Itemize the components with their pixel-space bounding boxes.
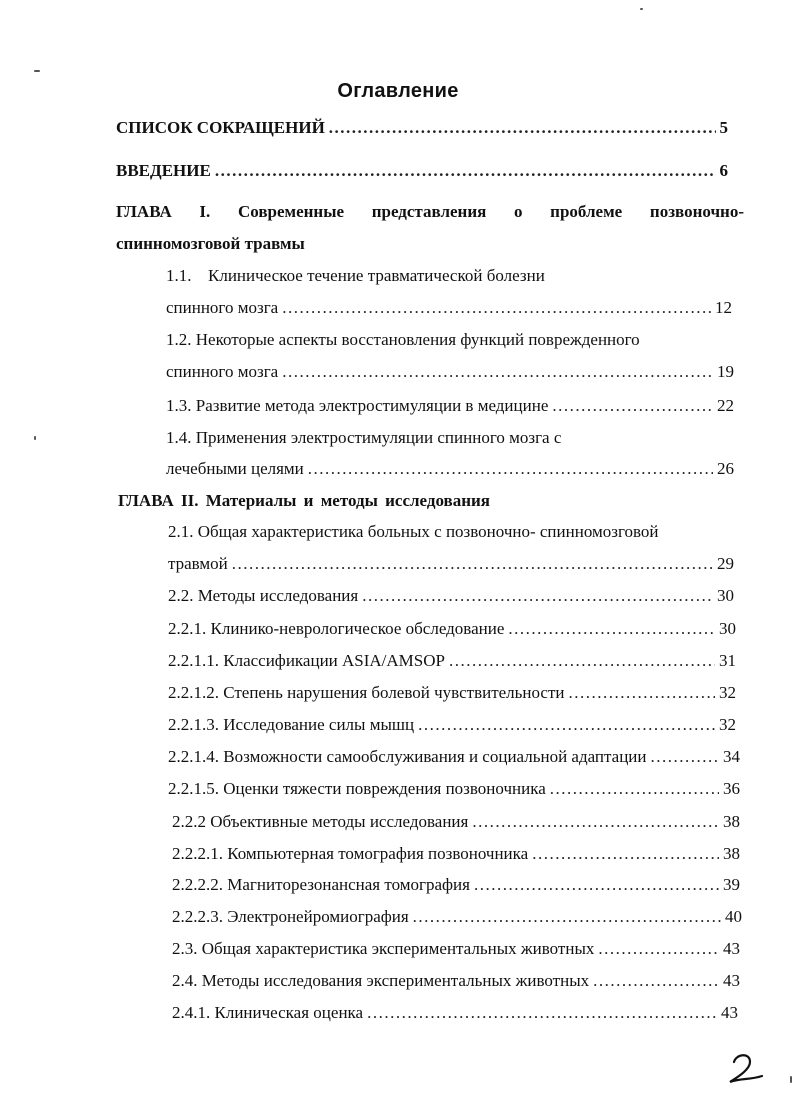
toc-label: 2.2.2.1. Компьютерная томография позвоночника: [172, 844, 529, 863]
toc-label: 2.2.2 Объективные методы исследования: [172, 812, 469, 831]
toc-chapter-2[interactable]: ГЛАВА II. Материалы и методы исследования: [118, 491, 490, 510]
scan-speck: [34, 70, 40, 72]
handwritten-page-number-mark: [726, 1050, 766, 1086]
toc-page-number: 31: [719, 651, 736, 670]
toc-label: 1.3. Развитие метода электростимуляции в медицине: [166, 396, 549, 415]
toc-entry-2-1-line-2[interactable]: [168, 553, 734, 575]
toc-label: спинного мозга: [166, 298, 279, 317]
leader-dots: [362, 585, 713, 607]
toc-entry-2-2-2-3[interactable]: [172, 906, 742, 928]
leader-dots: [651, 746, 719, 768]
toc-page-number: 38: [723, 844, 740, 863]
toc-page-number: 32: [719, 715, 736, 734]
toc-page-number: 39: [723, 875, 740, 894]
leader-dots: [598, 938, 719, 960]
toc-label: 2.3. Общая характеристика экспериментальных животных: [172, 939, 595, 958]
toc-entry-1-4-line-1[interactable]: 1.4. Применения электростимуляции спинного мозга с: [166, 428, 562, 447]
toc-entry-2-3[interactable]: [172, 938, 740, 960]
section-number: 1.1.: [166, 266, 192, 285]
leader-dots: [329, 117, 716, 139]
toc-entry-2-2-1-2[interactable]: [168, 682, 736, 704]
toc-page-number: 38: [723, 812, 740, 831]
toc-entry-2-2-1[interactable]: [168, 618, 736, 640]
leader-dots: [532, 843, 719, 865]
toc-entry-1-2-line-1[interactable]: 1.2. Некоторые аспекты восстановления функций поврежденного: [166, 330, 640, 349]
toc-page-number: 32: [719, 683, 736, 702]
toc-entry-abbreviations[interactable]: [116, 117, 728, 139]
leader-dots: [449, 650, 715, 672]
leader-dots: [232, 553, 713, 575]
toc-page-number: 6: [719, 161, 728, 180]
toc-label: 2.2.1.1. Классификации ASIA/AMSOP: [168, 651, 445, 670]
toc-page-number: 30: [717, 586, 734, 605]
toc-label: 2.2. Методы исследования: [168, 586, 359, 605]
toc-entry-1-2-line-2[interactable]: [166, 361, 734, 383]
leader-dots: [550, 778, 719, 800]
toc-page-number: 29: [717, 554, 734, 573]
toc-label: ВВЕДЕНИЕ: [116, 161, 211, 180]
toc-label: 2.2.2.2. Магнитoрезонансная томография: [172, 875, 470, 894]
toc-page-number: 36: [723, 779, 740, 798]
leader-dots: [308, 458, 713, 480]
toc-label: 2.4.1. Клиническая оценка: [172, 1003, 364, 1022]
toc-page-number: 5: [719, 118, 728, 137]
toc-entry-1-4-line-2[interactable]: [166, 458, 734, 480]
toc-page-number: 43: [723, 971, 740, 990]
toc-entry-2-2-2-1[interactable]: [172, 843, 740, 865]
toc-label: лечебными целями: [166, 459, 304, 478]
toc-chapter-1-line-2[interactable]: спинномозговой травмы: [116, 234, 305, 253]
toc-page-number: 43: [721, 1003, 738, 1022]
toc-label: СПИСОК СОКРАЩЕНИЙ: [116, 118, 325, 137]
toc-entry-2-1-line-1[interactable]: 2.1. Общая характеристика больных с позвоночно- спинномозговой: [168, 522, 659, 541]
toc-page-number: 34: [723, 747, 740, 766]
leader-dots: [367, 1002, 717, 1024]
toc-entry-1-1-line-1[interactable]: [166, 265, 545, 287]
toc-page-number: 43: [723, 939, 740, 958]
leader-dots: [472, 811, 719, 833]
toc-entry-2-2-1-4[interactable]: [168, 746, 740, 768]
toc-chapter-1-line-1[interactable]: ГЛАВА I. Современные представления о проблеме позвоночно-: [116, 202, 744, 221]
leader-dots: [418, 714, 715, 736]
toc-page-number: 12: [715, 298, 732, 317]
toc-label: травмой: [168, 554, 228, 573]
toc-label: спинного мозга: [166, 362, 279, 381]
toc-label: 2.2.1. Клинико-неврологическое обследование: [168, 619, 505, 638]
toc-entry-2-2-1-3[interactable]: [168, 714, 736, 736]
leader-dots: [474, 874, 719, 896]
leader-dots: [282, 297, 711, 319]
toc-label: 2.2.1.2. Степень нарушения болевой чувствительности: [168, 683, 565, 702]
toc-label: 2.2.1.4. Возможности самообслуживания и социальной адаптации: [168, 747, 647, 766]
toc-entry-2-2-1-5[interactable]: [168, 778, 740, 800]
leader-dots: [282, 361, 713, 383]
leader-dots: [552, 395, 713, 417]
scan-speck: [34, 436, 36, 440]
toc-label: 2.2.1.3. Исследование силы мышц: [168, 715, 415, 734]
toc-entry-2-2[interactable]: [168, 585, 734, 607]
scan-speck: [790, 1076, 792, 1083]
toc-label: 2.2.2.3. Электронейромиография: [172, 907, 409, 926]
toc-page-number: 22: [717, 396, 734, 415]
leader-dots: [593, 970, 719, 992]
leader-dots: [215, 160, 716, 182]
toc-page-number: 19: [717, 362, 734, 381]
page-title: Оглавление: [337, 80, 459, 102]
toc-page-number: 26: [717, 459, 734, 478]
toc-entry-2-2-2[interactable]: [172, 811, 740, 833]
toc-entry-2-2-1-1[interactable]: [168, 650, 736, 672]
toc-page-number: 40: [725, 907, 742, 926]
toc-label: 2.2.1.5. Оценки тяжести повреждения позвоночника: [168, 779, 546, 798]
scan-speck: [640, 8, 643, 10]
leader-dots: [508, 618, 715, 640]
toc-page-number: 30: [719, 619, 736, 638]
leader-dots: [569, 682, 716, 704]
toc-label: Клиническое течение травматической болезни: [208, 266, 545, 285]
toc-entry-introduction[interactable]: [116, 160, 728, 182]
toc-entry-1-1-line-2[interactable]: [166, 297, 732, 319]
toc-entry-2-2-2-2[interactable]: [172, 874, 740, 896]
toc-entry-2-4-1[interactable]: [172, 1002, 738, 1024]
toc-entry-1-3[interactable]: [166, 395, 734, 417]
toc-entry-2-4[interactable]: [172, 970, 740, 992]
toc-label: 2.4. Методы исследования экспериментальных животных: [172, 971, 590, 990]
leader-dots: [413, 906, 721, 928]
